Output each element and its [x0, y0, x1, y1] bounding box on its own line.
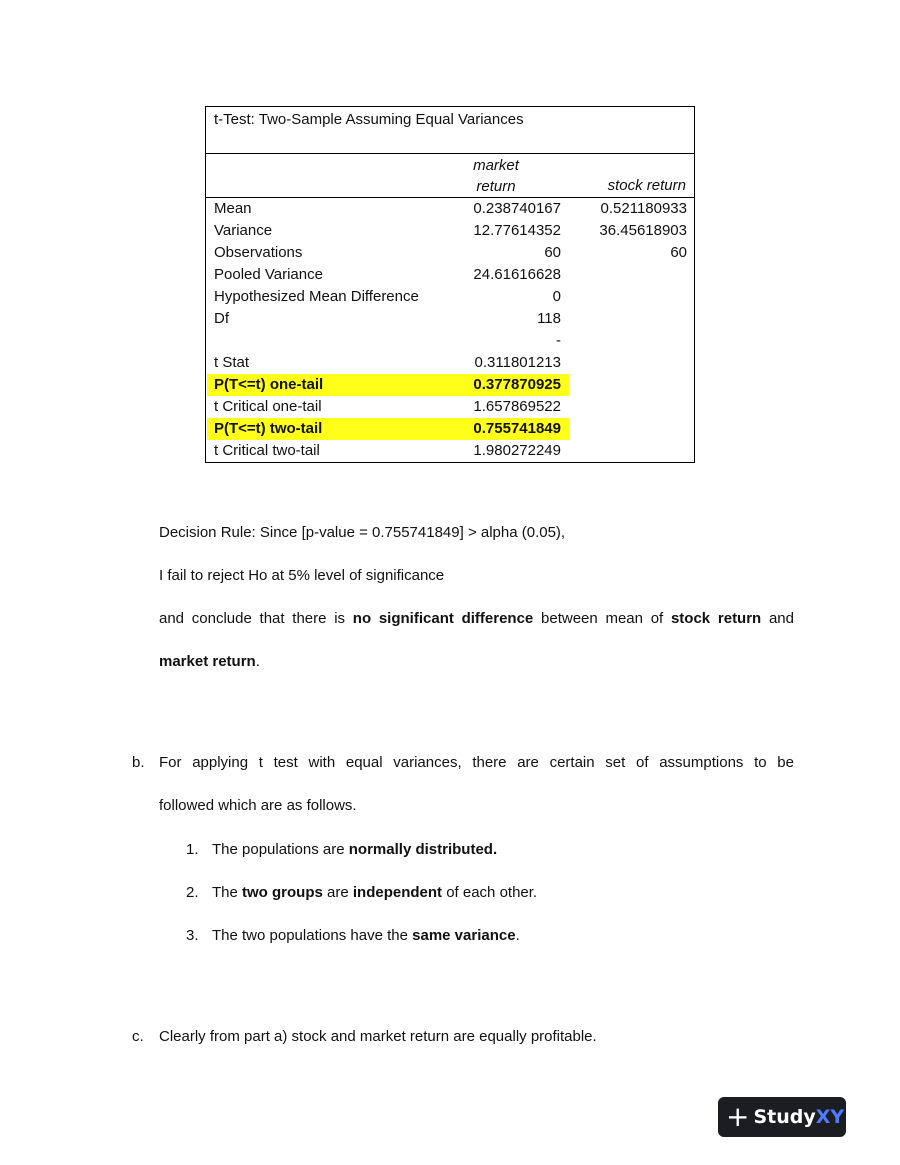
table-row: [206, 440, 694, 462]
col-header-stock-return: stock return: [607, 177, 686, 194]
bold-fragment: normally distributed.: [348, 841, 498, 858]
table-title: t-Test: Two-Sample Assuming Equal Variances: [214, 111, 524, 128]
stock-value: 60: [670, 244, 687, 261]
table-row: [206, 242, 694, 264]
market-value: 118: [537, 310, 561, 327]
bold-fragment: two groups: [242, 884, 323, 901]
row-label: t Critical two-tail: [214, 442, 320, 459]
part-b-intro-2: followed which are as follows.: [159, 797, 357, 814]
market-value: -: [556, 332, 561, 349]
list-number: 1.: [186, 841, 199, 858]
table-divider: [206, 153, 694, 154]
col-header-market-line2: return: [476, 178, 516, 195]
row-label: t Critical one-tail: [214, 398, 322, 415]
text-fragment: The: [212, 884, 243, 901]
row-label: Variance: [214, 222, 273, 239]
bold-fragment: market return: [159, 653, 256, 670]
market-value: 60: [544, 244, 561, 261]
market-value: 1.657869522: [473, 398, 561, 415]
part-b-marker: b.: [132, 754, 145, 771]
part-c-text: Clearly from part a) stock and market return are equally profitable.: [159, 1028, 597, 1045]
row-label: P(T<=t) one-tail: [214, 376, 324, 393]
fail-to-reject-line: I fail to reject Ho at 5% level of significance: [159, 567, 445, 584]
part-c-marker: c.: [132, 1028, 144, 1045]
table-row: [206, 330, 694, 352]
col-header-market-return: [456, 155, 536, 197]
stock-value: 0.521180933: [600, 200, 687, 217]
market-value: 12.77614352: [473, 222, 561, 239]
market-value: 24.61616628: [473, 266, 561, 283]
decision-rule-line: Decision Rule: Since [p-value = 0.755741849] > alpha (0.05),: [159, 524, 566, 541]
bold-fragment: no significant difference: [352, 610, 534, 627]
table-row: [206, 264, 694, 286]
text-fragment: between mean of: [533, 610, 671, 627]
text-fragment: The two populations have the: [212, 927, 413, 944]
logo-xy-text: XY: [815, 1106, 845, 1128]
text-fragment: .: [255, 653, 260, 670]
col-header-market-line1: market: [473, 157, 519, 174]
row-label: P(T<=t) two-tail: [214, 420, 323, 437]
table-row-highlighted: [206, 374, 694, 396]
table-row: [206, 308, 694, 330]
list-item: [212, 841, 497, 858]
text-fragment: of each other.: [442, 884, 538, 901]
list-number: 3.: [186, 927, 199, 944]
conclusion-line: [159, 610, 794, 627]
text-fragment: are: [322, 884, 353, 901]
table-row-highlighted: [206, 418, 694, 440]
row-label: Mean: [214, 200, 252, 217]
table-row: [206, 286, 694, 308]
market-value: 1.980272249: [473, 442, 561, 459]
logo-study-text: Study: [753, 1106, 816, 1128]
text-fragment: The populations are: [212, 841, 349, 858]
table-row: [206, 198, 694, 220]
table-row: [206, 396, 694, 418]
row-label: t Stat: [214, 354, 250, 371]
market-value: 0: [552, 288, 561, 305]
conclusion-line-2: [159, 653, 260, 670]
plus-icon: +: [726, 1100, 750, 1133]
table-row: [206, 352, 694, 374]
row-label: Hypothesized Mean Difference: [214, 288, 419, 305]
text-fragment: .: [515, 927, 520, 944]
studyxy-logo: [718, 1097, 846, 1137]
table-row: [206, 220, 694, 242]
list-item: [212, 884, 537, 901]
list-number: 2.: [186, 884, 199, 901]
row-label: Pooled Variance: [214, 266, 323, 283]
row-label: Df: [214, 310, 229, 327]
bold-fragment: same variance: [412, 927, 516, 944]
market-value: 0.311801213: [474, 354, 561, 371]
row-label: Observations: [214, 244, 303, 261]
t-test-table: [205, 106, 695, 463]
market-value: 0.755741849: [473, 420, 561, 437]
text-fragment: and: [761, 610, 794, 627]
bold-fragment: independent: [352, 884, 443, 901]
bold-fragment: stock return: [670, 610, 762, 627]
market-value: 0.377870925: [473, 376, 561, 393]
text-fragment: and conclude that there is: [159, 610, 353, 627]
market-value: 0.238740167: [473, 200, 561, 217]
part-b-intro: For applying t test with equal variances, there are certain set of assumptions to be: [159, 754, 794, 771]
list-item: [212, 927, 520, 944]
stock-value: 36.45618903: [599, 222, 687, 239]
